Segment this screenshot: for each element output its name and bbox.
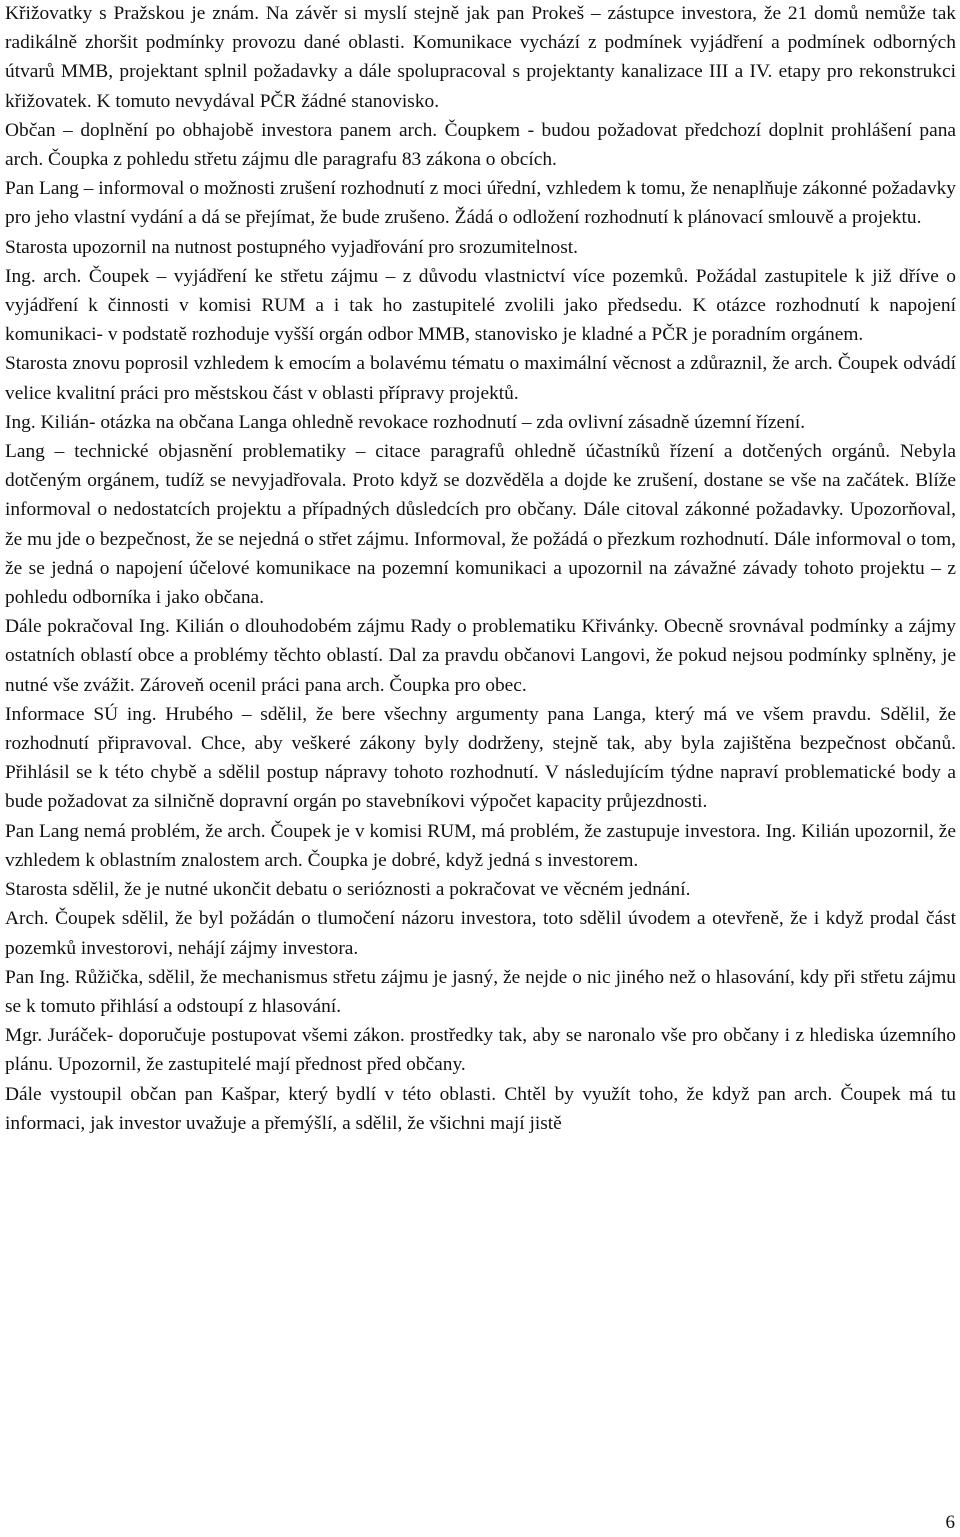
paragraph-3: Pan Lang – informoval o možnosti zrušení rozhodnutí z moci úřední, vzhledem k tomu, že nenaplňuje zákonné požadavky pro jeho vlastní vydání a dá se přejímat, že bude zrušeno. Žádá o odložení rozhodnutí k plánovací smlouvě a projektu.	[5, 178, 956, 229]
paragraph-1: Křižovatky s Pražskou je znám. Na závěr si myslí stejně jak pan Prokeš – zástupce investora, že 21 domů nemůže tak radikálně zhoršit podmínky provozu dané oblasti. Komunikace vychází z podmínek vyjádření a podmínek odborných útvarů MMB, projektant splnil požadavky a dále spolupracoval s projektanty kanalizace III a IV. etapy pro rekonstrukci křižovatek. K tomuto nevydával PČR žádné stanovisko.	[5, 3, 956, 112]
paragraph-15: Mgr. Juráček- doporučuje postupovat všemi zákon. prostředky tak, aby se naronalo vše pro občany i z hlediska územního plánu. Upozornil, že zastupitelé mají přednost před občany.	[5, 1025, 956, 1076]
paragraph-9: Dále pokračoval Ing. Kilián o dlouhodobém zájmu Rady o problematiku Křivánky. Obecně srovnával podmínky a zájmy ostatních oblastí obce a problémy těchto oblastí. Dal za pravdu občanovi Langovi, že pokud nejsou podmínky splněny, je nutné vše zvážit. Zároveň ocenil práci pana arch. Čoupka pro obec.	[5, 616, 956, 696]
paragraph-7: Ing. Kilián- otázka na občana Langa ohledně revokace rozhodnutí – zda ovlivní zásadně územní řízení.	[5, 411, 806, 433]
paragraph-6: Starosta znovu poprosil vzhledem k emocím a bolavému tématu o maximální věcnost a zdůraznil, že arch. Čoupek odvádí velice kvalitní práci pro městskou část v oblasti přípravy projektů.	[5, 353, 956, 404]
page-number: 6	[945, 1512, 955, 1533]
paragraph-2: Občan – doplnění po obhajobě investora panem arch. Čoupkem - budou požadovat předchozí doplnit prohlášení pana arch. Čoupka z pohledu střetu zájmu dle paragrafu 83 zákona o obcích.	[5, 119, 956, 171]
paragraph-4: Starosta upozornil na nutnost postupného vyjadřování pro srozumitelnost.	[5, 236, 579, 258]
paragraph-16: Dále vystoupil občan pan Kašpar, který bydlí v této oblasti. Chtěl by využít toho, že když pan arch. Čoupek má tu informaci, jak investor uvažuje a přemýšlí, a sdělil, že všichni mají jistě	[5, 1083, 956, 1134]
paragraph-12: Starosta sdělil, že je nutné ukončit debatu o serióznosti a pokračovat ve věcném jednání.	[5, 879, 691, 901]
paragraph-14: Pan Ing. Růžička, sdělil, že mechanismus střetu zájmu je jasný, že nejde o nic jiného než o hlasování, kdy při střetu zájmu se k tomuto přihlásí a odstoupí z hlasování.	[5, 966, 956, 1017]
paragraph-8: Lang – technické objasnění problematiky – citace paragrafů ohledně účastníků řízení a dotčených orgánů. Nebyla dotčeným orgánem, tudíž se nevyjadřovala. Proto když se dozvěděla a dojde ke zrušení, dostane se vše na začátek. Blíže informoval o nedostatcích projektu a případných důsledcích pro občany. Dále citoval zákonné požadavky. Upozorňoval, že mu jde o bezpečnost, že se nejedná o střet zájmu. Informoval, že požádá o přezkum rozhodnutí. Dále informoval o tom, že se jedná o napojení účelové komunikace na pozemní komunikaci a upozornil na závažné závady tohoto projektu – z pohledu odborníka i jako občana.	[5, 441, 956, 609]
document-body	[5, 0, 956, 1138]
paragraph-5: Ing. arch. Čoupek – vyjádření ke střetu zájmu – z důvodu vlastnictví více pozemků. Požádal zastupitele k již dříve o vyjádření k činnosti v komisi RUM a i tak ho zastupitelé zvolili jako předsedu. K otázce rozhodnutí k napojení komunikaci- v podstatě rozhoduje vyšší orgán odbor MMB, stanovisko je kladné a PČR je poradním orgánem.	[5, 265, 956, 346]
paragraph-10: Informace SÚ ing. Hrubého – sdělil, že bere všechny argumenty pana Langa, který má ve všem pravdu. Sdělil, že rozhodnutí připravoval. Chce, aby veškeré zákony byly dodrženy, stejně tak, aby byla zajištěna bezpečnost občanů. Přihlásil se k této chybě a sdělil postup nápravy tohoto rozhodnutí. V následujícím týdne napraví problematické body a bude požadovat za silničně dopravní orgán po stavebníkovi výpočet kapacity průjezdnosti.	[5, 703, 956, 813]
paragraph-13: Arch. Čoupek sdělil, že byl požádán o tlumočení názoru investora, toto sdělil úvodem a otevřeně, že i když prodal část pozemků investorovi, nehájí zájmy investora.	[5, 908, 956, 959]
paragraph-11: Pan Lang nemá problém, že arch. Čoupek je v komisi RUM, má problém, že zastupuje investora. Ing. Kilián upozornil, že vzhledem k oblastním znalostem arch. Čoupka je dobré, když jedná s investorem.	[5, 820, 956, 871]
